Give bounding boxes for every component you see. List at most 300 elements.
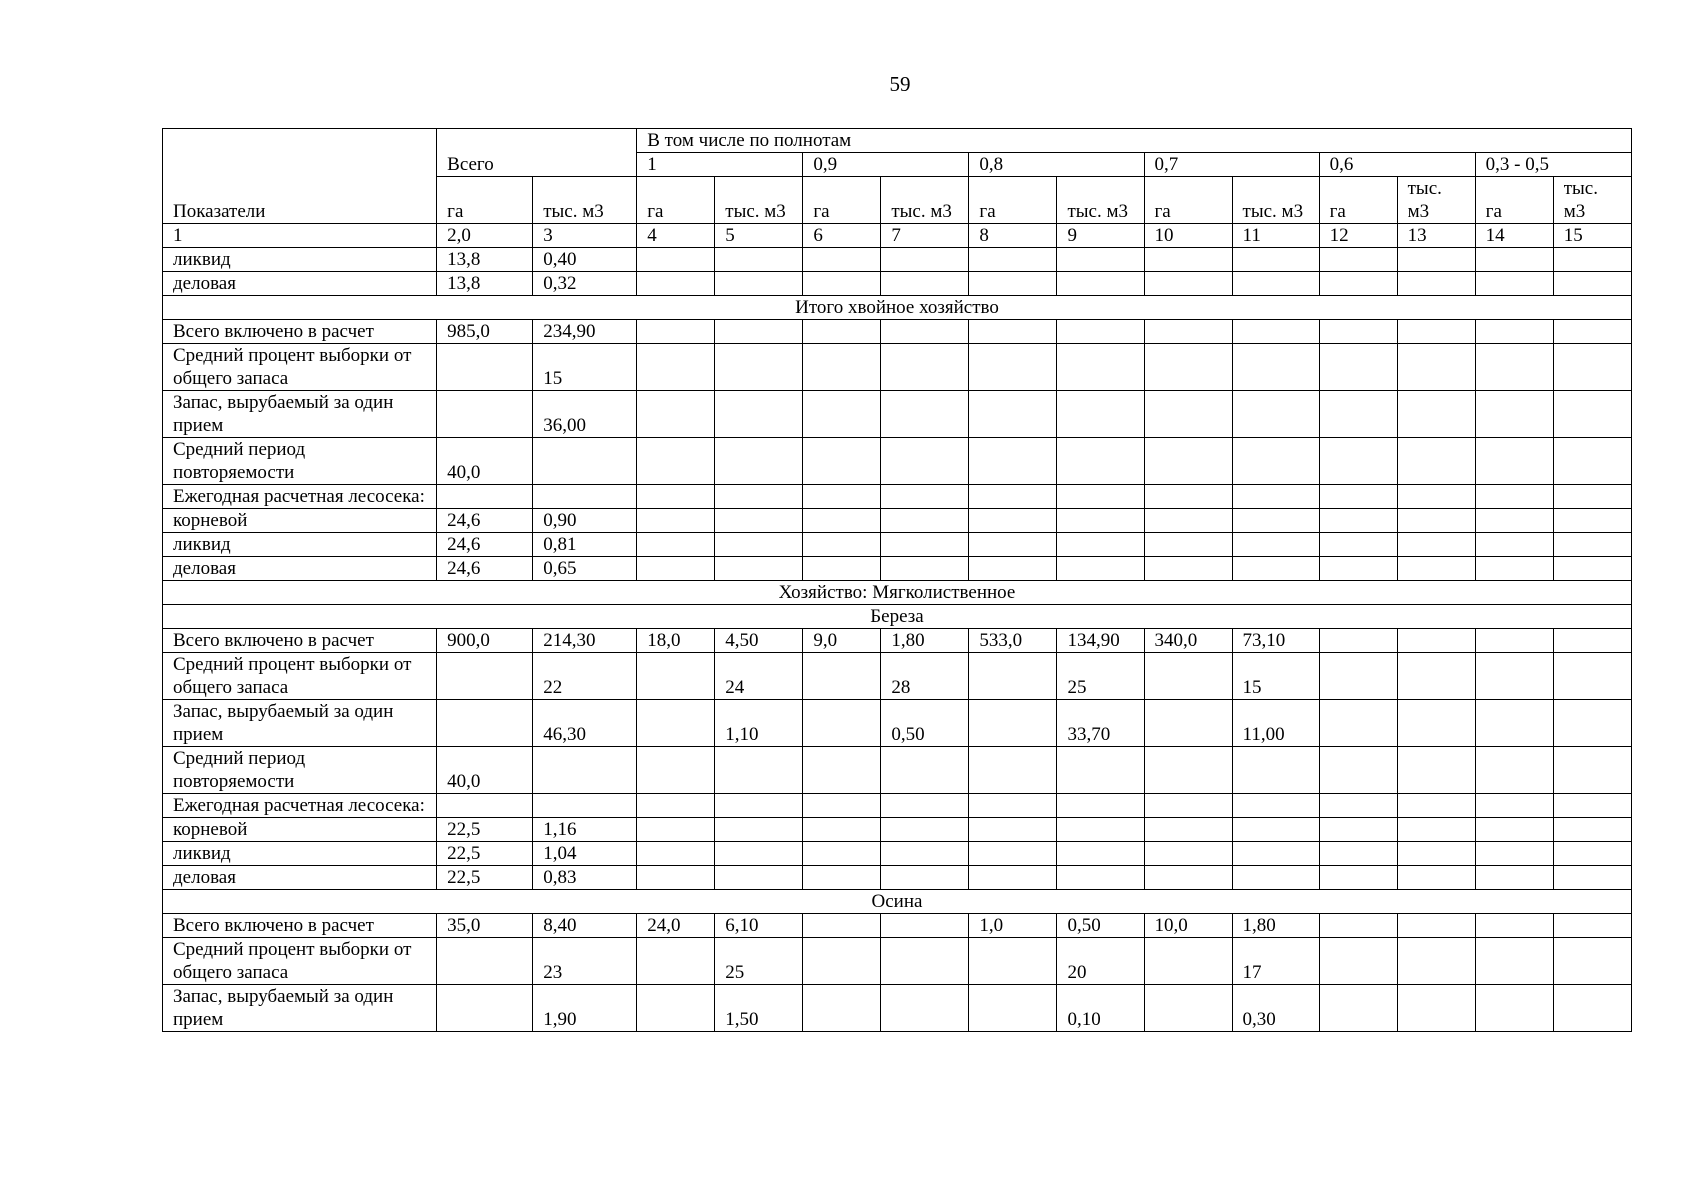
- table-cell: [1553, 344, 1631, 391]
- table-cell: 1,50: [715, 985, 803, 1032]
- table-cell: [969, 344, 1057, 391]
- header-density: 0,6: [1319, 153, 1475, 177]
- table-cell: [881, 485, 969, 509]
- table-cell: [533, 438, 637, 485]
- header-unit: тыс. м3: [715, 177, 803, 224]
- table-cell: [1553, 938, 1631, 985]
- header-density: 1: [637, 153, 803, 177]
- row-label: Всего включено в расчет: [163, 914, 437, 938]
- table-cell: [1232, 272, 1319, 296]
- section-title-row: [163, 605, 1632, 629]
- table-cell: [715, 320, 803, 344]
- table-cell: 25: [715, 938, 803, 985]
- table-cell: [437, 985, 533, 1032]
- table-cell: [1553, 485, 1631, 509]
- table-cell: [715, 794, 803, 818]
- table-cell: [1319, 509, 1397, 533]
- table-cell: [715, 391, 803, 438]
- table-cell: [1553, 438, 1631, 485]
- table-cell: [1475, 818, 1553, 842]
- table-cell: [1057, 438, 1144, 485]
- table-cell: 40,0: [437, 747, 533, 794]
- table-cell: [881, 938, 969, 985]
- table-cell: [1144, 653, 1232, 700]
- header-unit: тыс. м3: [1397, 177, 1475, 224]
- row-label: деловая: [163, 557, 437, 581]
- table-cell: [1397, 248, 1475, 272]
- table-row: [163, 485, 1632, 509]
- table-cell: [1397, 438, 1475, 485]
- table-cell: [1057, 248, 1144, 272]
- table-cell: [1475, 985, 1553, 1032]
- table-cell: [1319, 533, 1397, 557]
- row-label: корневой: [163, 818, 437, 842]
- header-column-number: 10: [1144, 224, 1232, 248]
- table-cell: [881, 320, 969, 344]
- table-cell: [1553, 794, 1631, 818]
- table-cell: [1057, 794, 1144, 818]
- table-cell: [1232, 248, 1319, 272]
- table-cell: [1397, 842, 1475, 866]
- row-label: Всего включено в расчет: [163, 320, 437, 344]
- table-row: [163, 700, 1632, 747]
- table-cell: 0,50: [1057, 914, 1144, 938]
- table-cell: [715, 485, 803, 509]
- table-cell: 46,30: [533, 700, 637, 747]
- table-cell: 0,10: [1057, 985, 1144, 1032]
- table-row: [163, 533, 1632, 557]
- table-cell: [1232, 485, 1319, 509]
- table-cell: [1144, 938, 1232, 985]
- table-cell: [803, 985, 881, 1032]
- section-title: Итого хвойное хозяйство: [163, 296, 1632, 320]
- table-cell: [1397, 794, 1475, 818]
- header-column-number: 15: [1553, 224, 1631, 248]
- table-cell: [1553, 700, 1631, 747]
- table-cell: 0,65: [533, 557, 637, 581]
- table-cell: [533, 794, 637, 818]
- table-cell: [1144, 485, 1232, 509]
- table-cell: [1144, 509, 1232, 533]
- table-cell: [1144, 866, 1232, 890]
- table-cell: [637, 866, 715, 890]
- table-cell: [1397, 938, 1475, 985]
- table-cell: [1553, 557, 1631, 581]
- table-cell: [1553, 533, 1631, 557]
- table-cell: 1,90: [533, 985, 637, 1032]
- header-row-1: [163, 129, 1632, 153]
- table-cell: [1475, 509, 1553, 533]
- table-cell: 15: [1232, 653, 1319, 700]
- table-cell: [803, 344, 881, 391]
- table-cell: [1057, 866, 1144, 890]
- row-label: Ежегодная расчетная лесосека:: [163, 485, 437, 509]
- table-cell: [533, 485, 637, 509]
- table-cell: [881, 842, 969, 866]
- table-cell: [637, 653, 715, 700]
- table-cell: [715, 509, 803, 533]
- table-cell: [1397, 391, 1475, 438]
- table-cell: [1232, 842, 1319, 866]
- table-cell: 985,0: [437, 320, 533, 344]
- section-title: Береза: [163, 605, 1632, 629]
- table-body: [163, 129, 1632, 1032]
- table-cell: [637, 272, 715, 296]
- table-cell: [803, 320, 881, 344]
- table-row: [163, 320, 1632, 344]
- row-label: Средний процент выборки от общего запаса: [163, 344, 437, 391]
- table-cell: [1057, 320, 1144, 344]
- header-unit: тыс. м3: [881, 177, 969, 224]
- table-cell: 0,32: [533, 272, 637, 296]
- section-title: Осина: [163, 890, 1632, 914]
- table-cell: [637, 700, 715, 747]
- table-cell: [881, 747, 969, 794]
- table-row: [163, 509, 1632, 533]
- table-cell: [437, 344, 533, 391]
- table-cell: [803, 938, 881, 985]
- table-cell: [1475, 272, 1553, 296]
- table-cell: [1232, 557, 1319, 581]
- table-cell: [1144, 985, 1232, 1032]
- table-cell: 20: [1057, 938, 1144, 985]
- table-cell: [637, 794, 715, 818]
- table-cell: [1232, 438, 1319, 485]
- header-column-number: 6: [803, 224, 881, 248]
- header-column-number: 9: [1057, 224, 1144, 248]
- table-cell: [637, 533, 715, 557]
- table-cell: 13,8: [437, 248, 533, 272]
- table-cell: [1232, 344, 1319, 391]
- table-cell: [1475, 866, 1553, 890]
- table-cell: [1319, 272, 1397, 296]
- table-row: [163, 557, 1632, 581]
- table-cell: [1475, 391, 1553, 438]
- table-cell: [1553, 866, 1631, 890]
- table-cell: [1475, 344, 1553, 391]
- table-cell: 0,30: [1232, 985, 1319, 1032]
- table-cell: [1319, 629, 1397, 653]
- table-cell: [1232, 391, 1319, 438]
- table-cell: 24,6: [437, 533, 533, 557]
- table-cell: 6,10: [715, 914, 803, 938]
- table-cell: [1553, 985, 1631, 1032]
- table-cell: [1475, 248, 1553, 272]
- row-label: Запас, вырубаемый за один прием: [163, 985, 437, 1032]
- table-cell: [1144, 557, 1232, 581]
- row-label: Средний процент выборки от общего запаса: [163, 653, 437, 700]
- table-cell: [881, 866, 969, 890]
- table-cell: [637, 485, 715, 509]
- table-row: [163, 985, 1632, 1032]
- allowable-cut-table: [162, 128, 1632, 1032]
- page-number: 59: [889, 72, 911, 96]
- table-cell: [637, 985, 715, 1032]
- header-unit: тыс. м3: [533, 177, 637, 224]
- table-cell: [1057, 747, 1144, 794]
- table-cell: 17: [1232, 938, 1319, 985]
- table-cell: [1397, 344, 1475, 391]
- table-cell: [1397, 320, 1475, 344]
- header-column-number: 1: [163, 224, 437, 248]
- table-cell: [803, 272, 881, 296]
- table-cell: [1553, 653, 1631, 700]
- header-row-column-numbers: [163, 224, 1632, 248]
- table-row: [163, 248, 1632, 272]
- table-cell: 24,0: [637, 914, 715, 938]
- header-column-number: 4: [637, 224, 715, 248]
- table-cell: [637, 557, 715, 581]
- table-cell: 15: [533, 344, 637, 391]
- table-cell: [637, 818, 715, 842]
- table-cell: 11,00: [1232, 700, 1319, 747]
- table-cell: [969, 248, 1057, 272]
- table-cell: [1057, 818, 1144, 842]
- table-cell: [637, 438, 715, 485]
- row-label: деловая: [163, 866, 437, 890]
- table-cell: [1475, 557, 1553, 581]
- table-cell: 23: [533, 938, 637, 985]
- table-cell: 73,10: [1232, 629, 1319, 653]
- table-cell: [803, 866, 881, 890]
- table-cell: [1057, 344, 1144, 391]
- table-cell: [803, 509, 881, 533]
- table-cell: [803, 747, 881, 794]
- table-cell: 1,16: [533, 818, 637, 842]
- table-cell: [969, 818, 1057, 842]
- row-label: деловая: [163, 272, 437, 296]
- section-title: Хозяйство: Мягколиственное: [163, 581, 1632, 605]
- table-cell: 33,70: [1057, 700, 1144, 747]
- header-column-number: 8: [969, 224, 1057, 248]
- table-cell: [1319, 485, 1397, 509]
- table-cell: [1397, 653, 1475, 700]
- table-cell: [1232, 320, 1319, 344]
- table-cell: [1475, 914, 1553, 938]
- table-cell: 0,40: [533, 248, 637, 272]
- table-cell: [1319, 320, 1397, 344]
- table-cell: 40,0: [437, 438, 533, 485]
- table-cell: [803, 248, 881, 272]
- table-cell: 35,0: [437, 914, 533, 938]
- table-cell: [1144, 391, 1232, 438]
- table-row: [163, 914, 1632, 938]
- table-cell: [969, 653, 1057, 700]
- table-cell: [1553, 842, 1631, 866]
- table-cell: 0,90: [533, 509, 637, 533]
- table-cell: 0,81: [533, 533, 637, 557]
- table-cell: [1397, 509, 1475, 533]
- table-cell: [1319, 794, 1397, 818]
- row-label: ликвид: [163, 533, 437, 557]
- table-cell: [1057, 391, 1144, 438]
- table-cell: [715, 866, 803, 890]
- header-unit: га: [1475, 177, 1553, 224]
- table-cell: [803, 653, 881, 700]
- table-cell: [1319, 344, 1397, 391]
- header-column-number: 7: [881, 224, 969, 248]
- table-cell: [1475, 629, 1553, 653]
- row-label: Всего включено в расчет: [163, 629, 437, 653]
- table-row: [163, 344, 1632, 391]
- table-cell: [1144, 794, 1232, 818]
- table-cell: [1397, 272, 1475, 296]
- table-row: [163, 438, 1632, 485]
- table-cell: [1397, 914, 1475, 938]
- table-cell: [1553, 509, 1631, 533]
- table-cell: [1232, 509, 1319, 533]
- table-cell: [803, 794, 881, 818]
- header-including: В том числе по полнотам: [637, 129, 1632, 153]
- table-cell: [1319, 557, 1397, 581]
- table-cell: [1475, 700, 1553, 747]
- table-cell: 18,0: [637, 629, 715, 653]
- row-label: Средний период повторяемости: [163, 438, 437, 485]
- row-label: ликвид: [163, 842, 437, 866]
- table-cell: [1319, 866, 1397, 890]
- table-row: [163, 818, 1632, 842]
- table-cell: [437, 938, 533, 985]
- table-cell: [637, 248, 715, 272]
- table-cell: [969, 700, 1057, 747]
- table-cell: [715, 747, 803, 794]
- table-cell: [715, 438, 803, 485]
- table-cell: [1397, 985, 1475, 1032]
- table-row: [163, 747, 1632, 794]
- table-cell: [715, 248, 803, 272]
- table-cell: 1,0: [969, 914, 1057, 938]
- table-cell: 22,5: [437, 818, 533, 842]
- table-cell: 1,04: [533, 842, 637, 866]
- table-cell: [1319, 938, 1397, 985]
- table-cell: [637, 938, 715, 985]
- header-density: 0,8: [969, 153, 1144, 177]
- table-cell: [881, 391, 969, 438]
- table-cell: [437, 485, 533, 509]
- table-cell: [637, 747, 715, 794]
- table-cell: [715, 818, 803, 842]
- table-cell: [1319, 914, 1397, 938]
- table-cell: [637, 344, 715, 391]
- table-cell: [803, 438, 881, 485]
- table-cell: [1057, 842, 1144, 866]
- table-cell: [1319, 653, 1397, 700]
- table-cell: [803, 533, 881, 557]
- table-cell: [715, 533, 803, 557]
- table-cell: [1232, 866, 1319, 890]
- table-cell: [803, 391, 881, 438]
- header-indicators: Показатели: [163, 129, 437, 224]
- table-cell: [637, 391, 715, 438]
- table-cell: [1397, 866, 1475, 890]
- table-cell: 9,0: [803, 629, 881, 653]
- table-cell: [969, 557, 1057, 581]
- table-cell: [1397, 485, 1475, 509]
- table-cell: [803, 700, 881, 747]
- table-row: [163, 938, 1632, 985]
- table-cell: [1232, 794, 1319, 818]
- header-unit: га: [1144, 177, 1232, 224]
- header-total: Всего: [437, 129, 637, 177]
- table-cell: [1475, 842, 1553, 866]
- table-cell: [881, 794, 969, 818]
- table-cell: 22,5: [437, 866, 533, 890]
- table-cell: [1319, 747, 1397, 794]
- table-cell: [715, 344, 803, 391]
- table-cell: [1319, 985, 1397, 1032]
- table-cell: [1144, 818, 1232, 842]
- table-cell: [969, 938, 1057, 985]
- table-cell: [533, 747, 637, 794]
- table-cell: [1475, 747, 1553, 794]
- table-cell: 234,90: [533, 320, 637, 344]
- table-cell: [1319, 818, 1397, 842]
- row-label: Ежегодная расчетная лесосека:: [163, 794, 437, 818]
- table-cell: [1057, 533, 1144, 557]
- table-cell: 24,6: [437, 557, 533, 581]
- table-cell: 900,0: [437, 629, 533, 653]
- header-unit: га: [803, 177, 881, 224]
- header-density: 0,9: [803, 153, 969, 177]
- table-cell: [1397, 700, 1475, 747]
- table-cell: [881, 438, 969, 485]
- table-cell: 24,6: [437, 509, 533, 533]
- header-unit: га: [1319, 177, 1397, 224]
- table-row: [163, 866, 1632, 890]
- table-cell: [637, 842, 715, 866]
- table-cell: [803, 557, 881, 581]
- section-title-row: [163, 890, 1632, 914]
- table-cell: [437, 391, 533, 438]
- table-cell: 0,50: [881, 700, 969, 747]
- table-cell: [1553, 272, 1631, 296]
- table-cell: [969, 438, 1057, 485]
- table-cell: [1232, 747, 1319, 794]
- table-cell: 1,80: [1232, 914, 1319, 938]
- table-cell: 1,80: [881, 629, 969, 653]
- table-cell: [881, 272, 969, 296]
- table-cell: [1553, 320, 1631, 344]
- table-cell: [1057, 485, 1144, 509]
- table-cell: [1057, 272, 1144, 296]
- table-cell: [1319, 842, 1397, 866]
- table-cell: [1144, 700, 1232, 747]
- table-cell: [1397, 533, 1475, 557]
- table-cell: [881, 557, 969, 581]
- table-cell: [1144, 344, 1232, 391]
- table-row: [163, 842, 1632, 866]
- table-cell: [969, 866, 1057, 890]
- table-cell: [1319, 248, 1397, 272]
- row-label: корневой: [163, 509, 437, 533]
- table-cell: [1319, 438, 1397, 485]
- table-cell: [969, 320, 1057, 344]
- table-cell: [437, 700, 533, 747]
- table-cell: 8,40: [533, 914, 637, 938]
- table-cell: [1475, 438, 1553, 485]
- table-cell: 24: [715, 653, 803, 700]
- table-cell: [437, 653, 533, 700]
- table-cell: 4,50: [715, 629, 803, 653]
- table-cell: 0,83: [533, 866, 637, 890]
- header-unit: тыс. м3: [1553, 177, 1631, 224]
- table-cell: [1144, 438, 1232, 485]
- table-cell: [715, 842, 803, 866]
- table-cell: [1232, 818, 1319, 842]
- table-cell: 533,0: [969, 629, 1057, 653]
- table-row: [163, 653, 1632, 700]
- table-cell: [1553, 914, 1631, 938]
